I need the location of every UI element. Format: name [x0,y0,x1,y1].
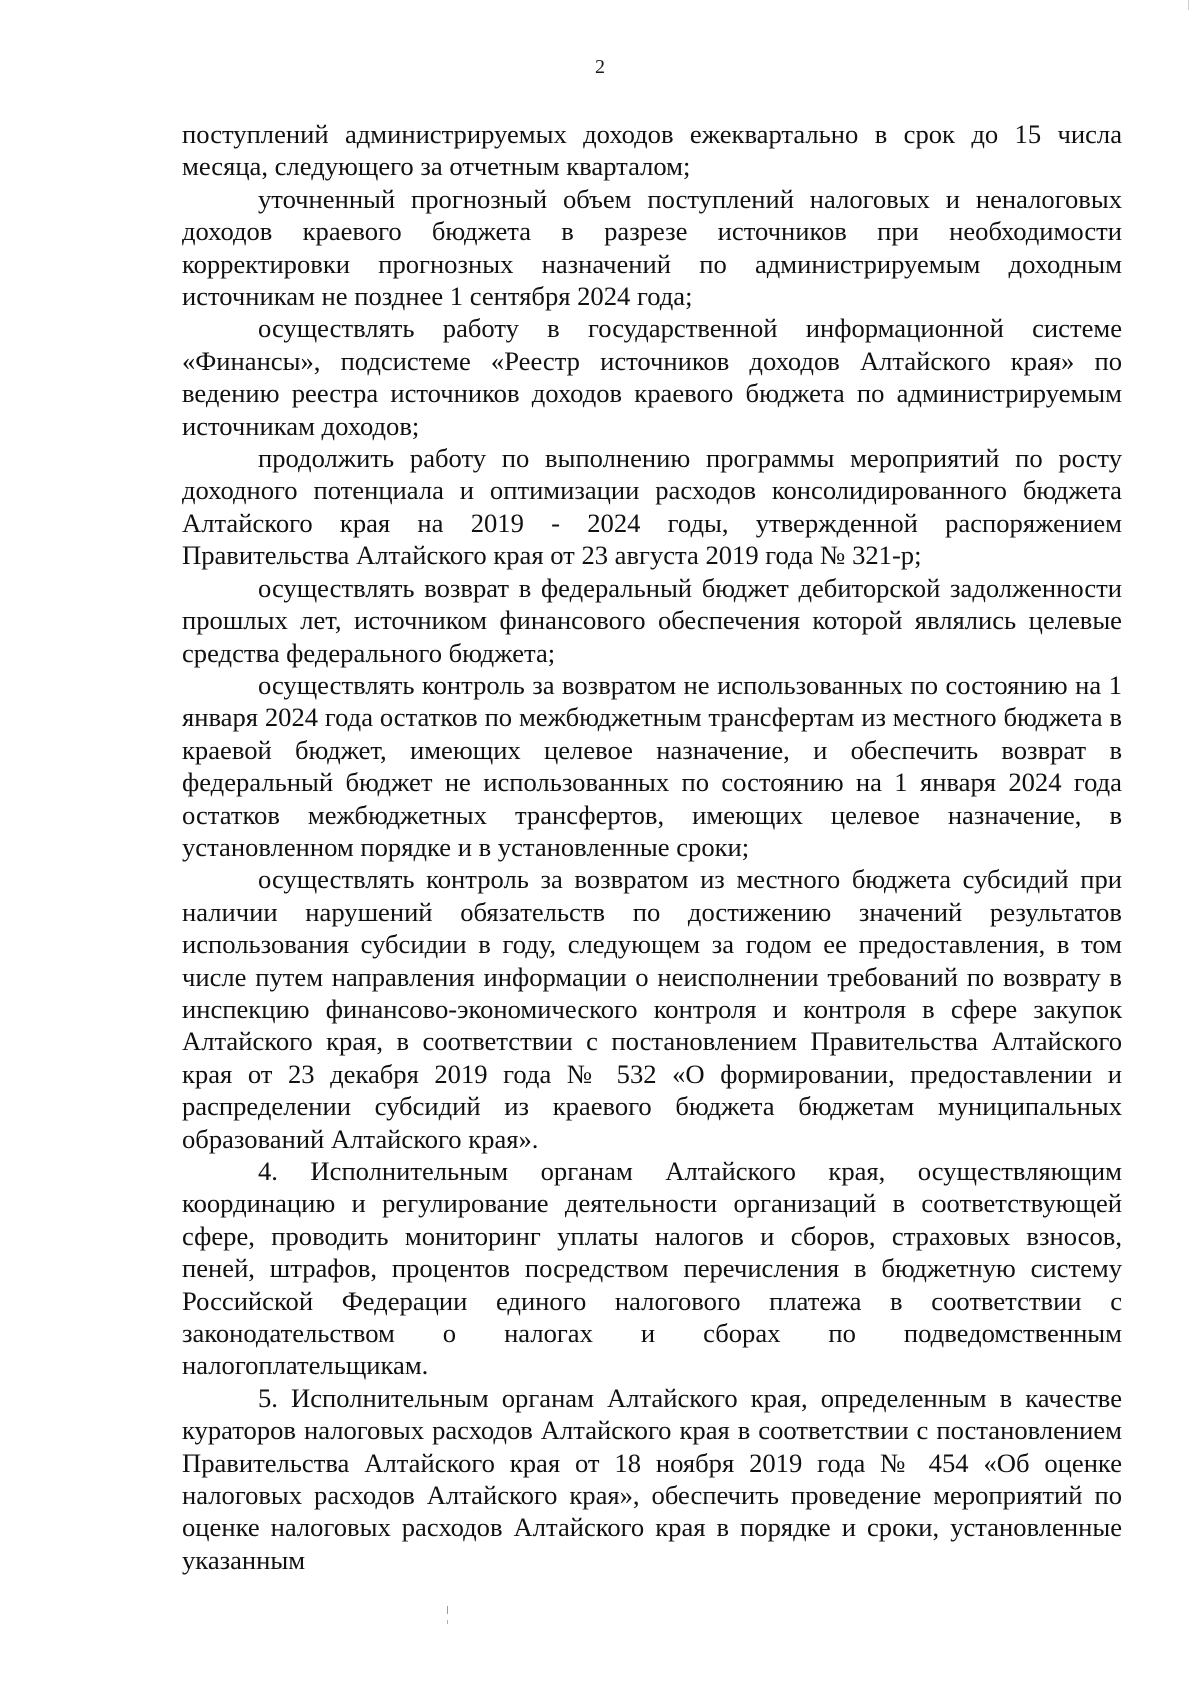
scan-artifact [447,1620,448,1624]
document-body [182,118,1122,1576]
paragraph-6: осуществлять контроль за возвратом не использованных по состоянию на 1 января 2024 года остатков по межбюджетным трансфертам из местного бюджета в краевой бюджет, имеющих целевое назначение, и обеспечить возврат в федеральный бюджет не использованных по состоянию на 1 января 2024 года остатков межбюджетных трансфертов, имеющих целевое назначение, в установленном порядке и в установленные сроки; [182,669,1122,862]
paragraph-3: осуществлять работу в государственной информационной системе «Финансы», подсистеме «Реестр источников доходов Алтайского края» по ведению реестра источников доходов краевого бюджета по администрируемым источникам доходов; [182,313,1122,441]
scan-artifact [447,1606,448,1614]
paragraph-8: 4. Исполнительным органам Алтайского края, осуществляющим координацию и регулирование деятельности организаций в соответствующей сфере, проводить мониторинг уплаты налогов и сборов, страховых взносов, пеней, штрафов, процентов посредством перечисления в бюджетную систему Российской Федерации единого налогового платежа в соответствии с законодательством о налогах и сборах по подведомственным налогоплательщикам. [182,1156,1122,1381]
paragraph-5: осуществлять возврат в федеральный бюджет дебиторской задолженности прошлых лет, источником финансового обеспечения которой являлись целевые средства федерального бюджета; [182,572,1122,668]
paragraph-2: уточненный прогнозный объем поступлений налоговых и неналоговых доходов краевого бюджета в разрезе источников при необходимости корректировки прогнозных назначений по администрируемым доходным источникам не позднее 1 сентября 2024 года; [182,183,1122,312]
paragraph-4: продолжить работу по выполнению программы мероприятий по росту доходного потенциала и оптимизации расходов консолидированного бюджета Алтайского края на 2019 - 2024 годы, утвержденной распоряжением Правительства Алтайского края от 23 августа 2019 года № 321-р; [182,443,1122,571]
paragraph-7: осуществлять контроль за возвратом из местного бюджета субсидий при наличии нарушений обязательств по достижению значений результатов использования субсидии в году, следующем за годом ее предоставления, в том числе путем направления информации о неисполнении требований по возврату в инспекцию финансово-экономического контроля и контроля в сфере закупок Алтайского края, в соответствии с постановлением Правительства Алтайского края от 23 декабря 2019 года № 532 «О формировании, предоставлении и распределении субсидий из краевого бюджета бюджетам муниципальных образований Алтайского края». [182,864,1122,1154]
page-number: 2 [595,56,605,78]
paragraph-9: 5. Исполнительным органам Алтайского края, определенным в качестве кураторов налоговых расходов Алтайского края в соответствии с постановлением Правительства Алтайского края от 18 ноября 2019 года № 454 «Об оценке налоговых расходов Алтайского края», обеспечить проведение мероприятий по оценке налоговых расходов Алтайского края в порядке и сроки, установленные указанным [182,1382,1122,1575]
scan-artifact [1188,0,1189,10]
paragraph-1: поступлений администрируемых доходов ежеквартально в срок до 15 числа месяца, следующего за отчетным кварталом; [182,119,1122,182]
